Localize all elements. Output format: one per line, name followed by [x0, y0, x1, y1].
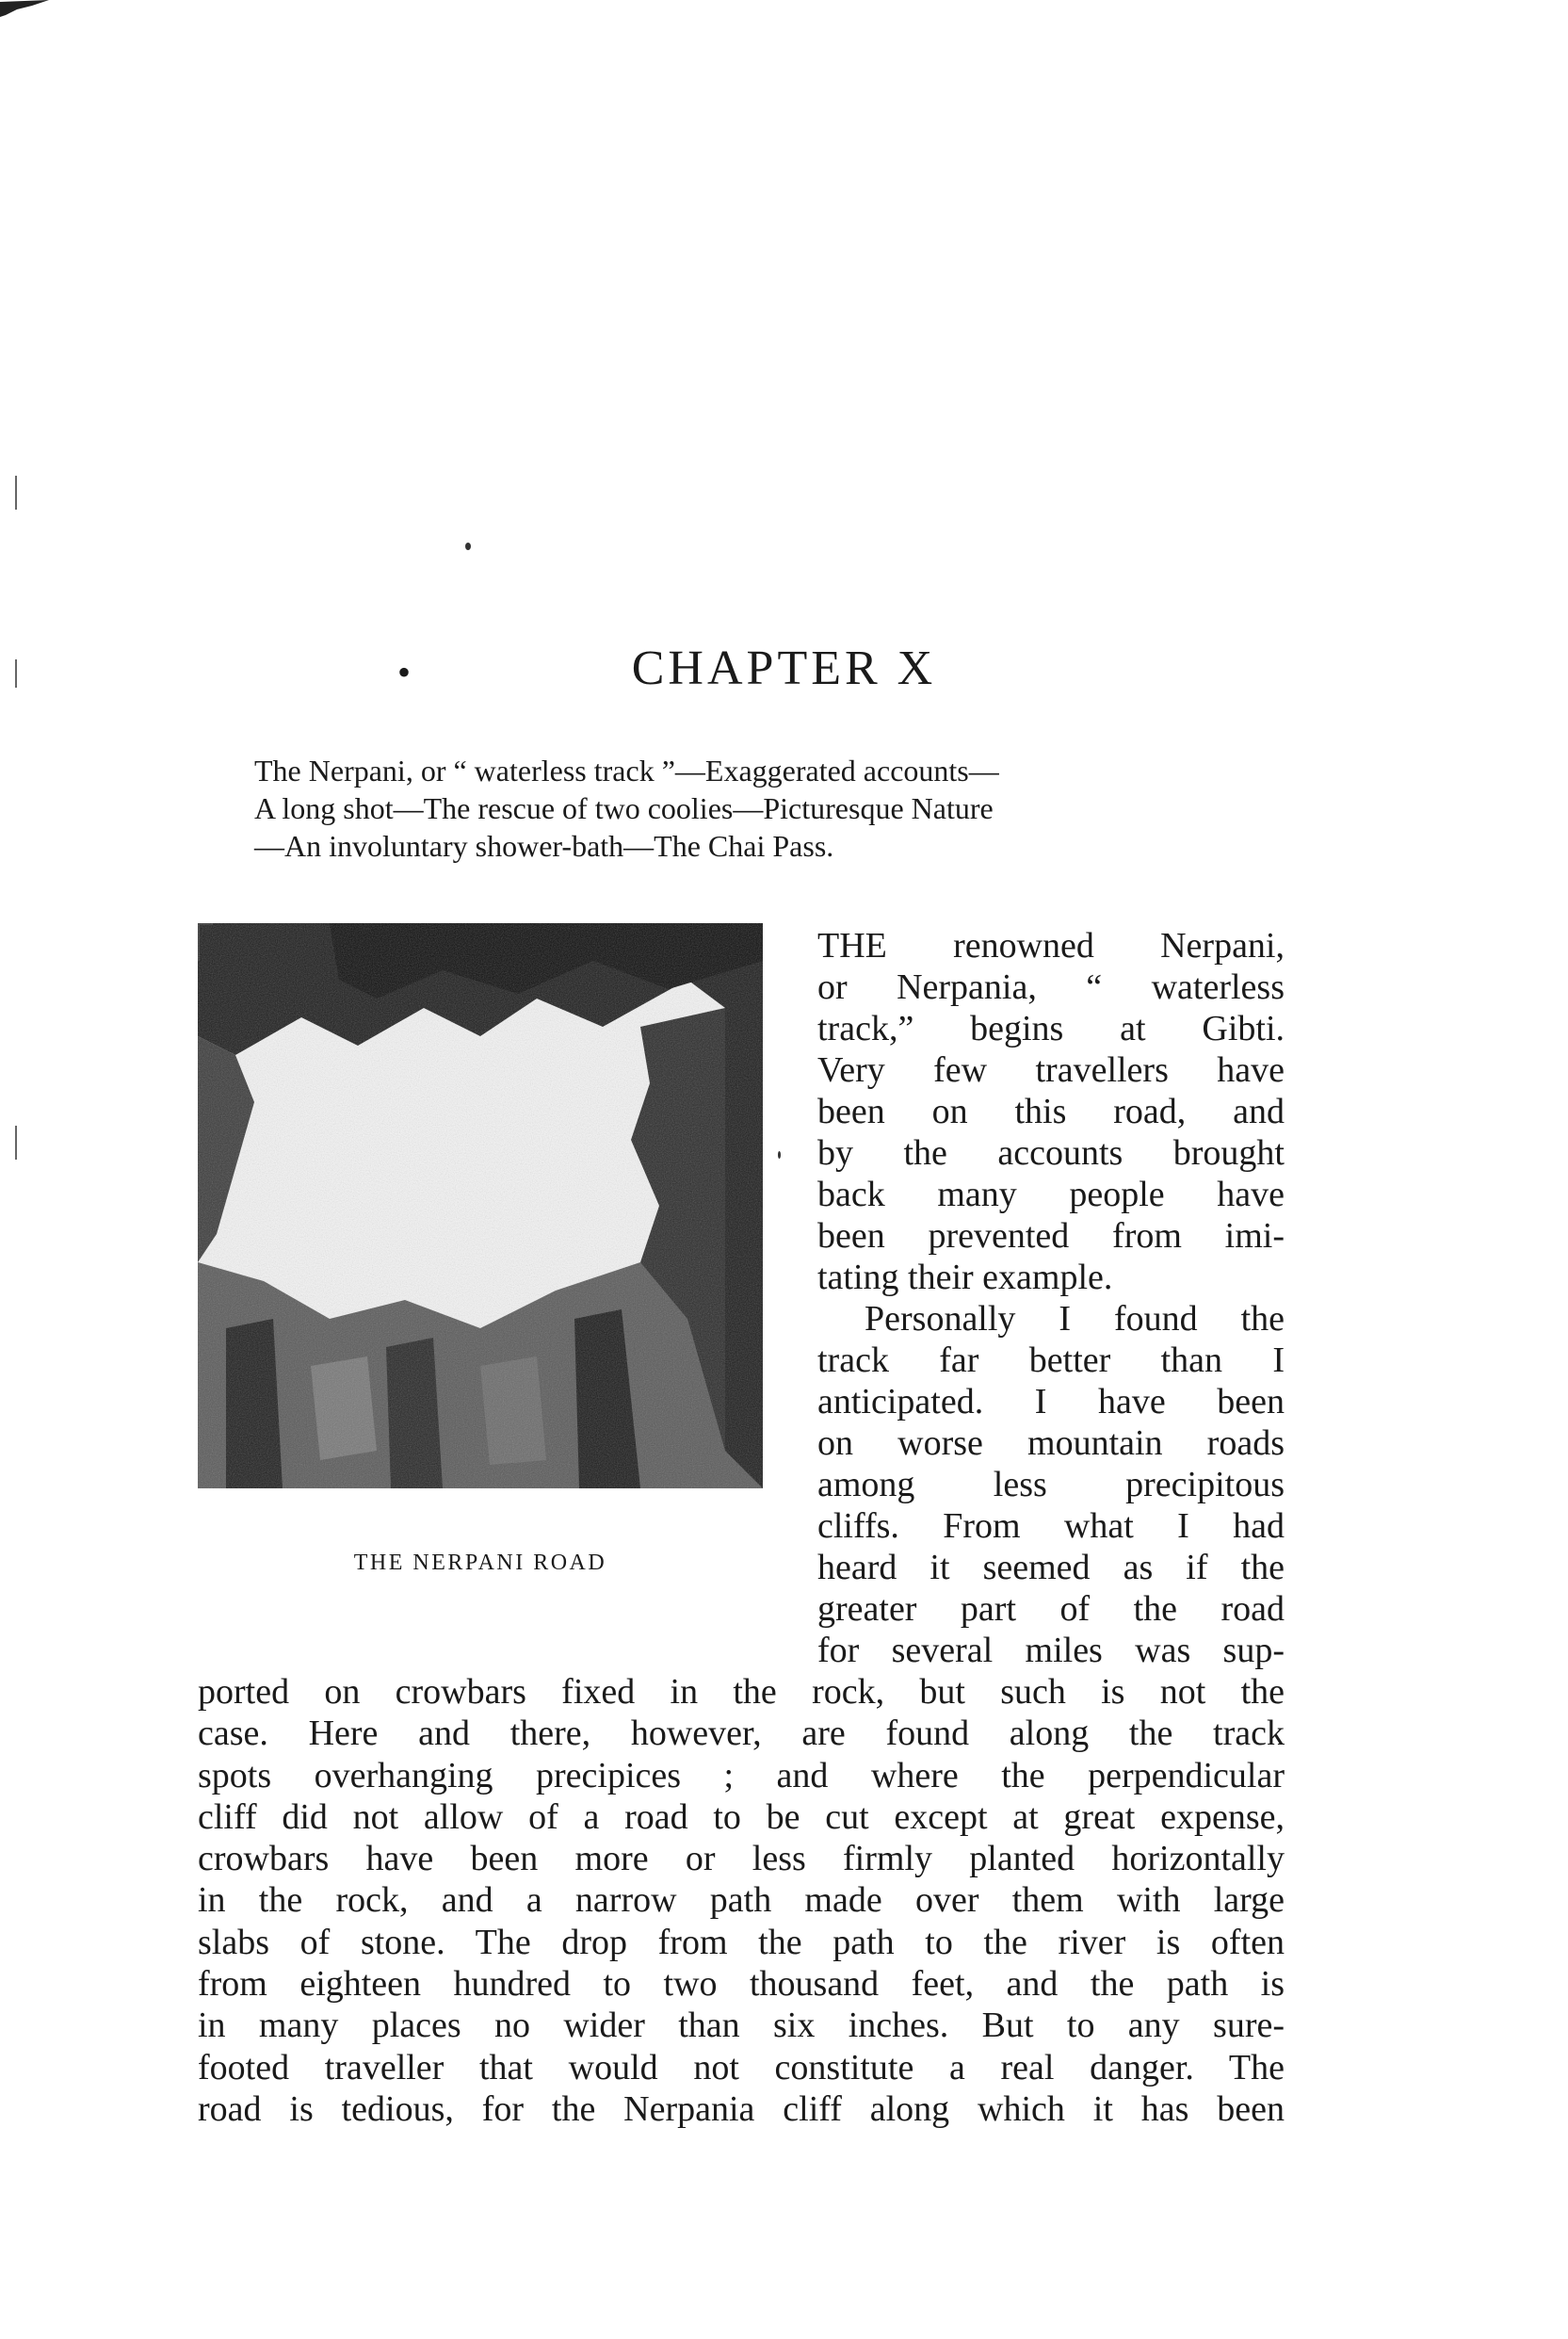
- text-line: THE renowned Nerpani,: [817, 926, 1285, 966]
- text-line: among less precipitous: [817, 1465, 1285, 1504]
- body-text-full: [198, 1671, 1285, 2130]
- synopsis-line: The Nerpani, or “ waterless track ”—Exaggerated accounts—: [254, 754, 999, 788]
- figure-caption: THE NERPANI ROAD: [353, 1551, 607, 1575]
- text-line: footed traveller that would not constitute a real danger. The: [198, 2047, 1285, 2087]
- text-line: heard it seemed as if the: [817, 1548, 1285, 1587]
- text-line: for several miles was sup-: [817, 1631, 1285, 1670]
- text-line: track far better than I: [817, 1340, 1285, 1380]
- chapter-title: CHAPTER X: [631, 642, 937, 695]
- text-line: Very few travellers have: [817, 1050, 1285, 1090]
- text-line: in many places no wider than six inches. But to any sure-: [198, 2006, 1285, 2046]
- margin-mark: [15, 476, 17, 510]
- margin-mark: [15, 1126, 17, 1160]
- text-line: Personally I found the: [865, 1299, 1285, 1339]
- text-line: in the rock, and a narrow path made over them with large: [198, 1880, 1285, 1921]
- chapter-dot: •: [397, 651, 412, 693]
- text-line: tating their example.: [817, 1258, 1113, 1297]
- dust-speck: [465, 543, 471, 550]
- text-line: from eighteen hundred to two thousand feet, and the path is: [198, 1964, 1285, 2005]
- chapter-synopsis: [254, 752, 1253, 865]
- text-line: road is tedious, for the Nerpania cliff along which it has been: [198, 2088, 1285, 2129]
- text-line: crowbars have been more or less firmly planted horizontally: [198, 1839, 1285, 1879]
- text-line: by the accounts brought: [817, 1133, 1285, 1173]
- text-line: cliff did not allow of a road to be cut except at great expense,: [198, 1796, 1285, 1837]
- corner-mark: [0, 0, 57, 19]
- text-line: on worse mountain roads: [817, 1423, 1285, 1463]
- text-line: or Nerpania, “ waterless: [817, 967, 1285, 1007]
- text-line: ported on crowbars fixed in the rock, but such is not the: [198, 1672, 1285, 1712]
- dust-speck: [778, 1151, 781, 1159]
- text-line: greater part of the road: [817, 1589, 1285, 1629]
- body-text-wrapped: [817, 925, 1285, 1671]
- text-line: been prevented from imi-: [817, 1216, 1285, 1256]
- text-line: slabs of stone. The drop from the path to the river is often: [198, 1922, 1285, 1962]
- synopsis-line: A long shot—The rescue of two coolies—Picturesque Nature: [254, 791, 994, 825]
- text-line: spots overhanging precipices ; and where the perpendicular: [198, 1755, 1285, 1795]
- text-line: cliffs. From what I had: [817, 1506, 1285, 1546]
- text-line: been on this road, and: [817, 1092, 1285, 1131]
- text-line: case. Here and there, however, are found along the track: [198, 1714, 1285, 1754]
- nerpani-road-photo: [198, 923, 763, 1488]
- text-line: track,” begins at Gibti.: [817, 1009, 1285, 1048]
- text-line: anticipated. I have been: [817, 1382, 1285, 1421]
- text-line: back many people have: [817, 1175, 1285, 1214]
- synopsis-line: —An involuntary shower-bath—The Chai Pass.: [254, 829, 834, 863]
